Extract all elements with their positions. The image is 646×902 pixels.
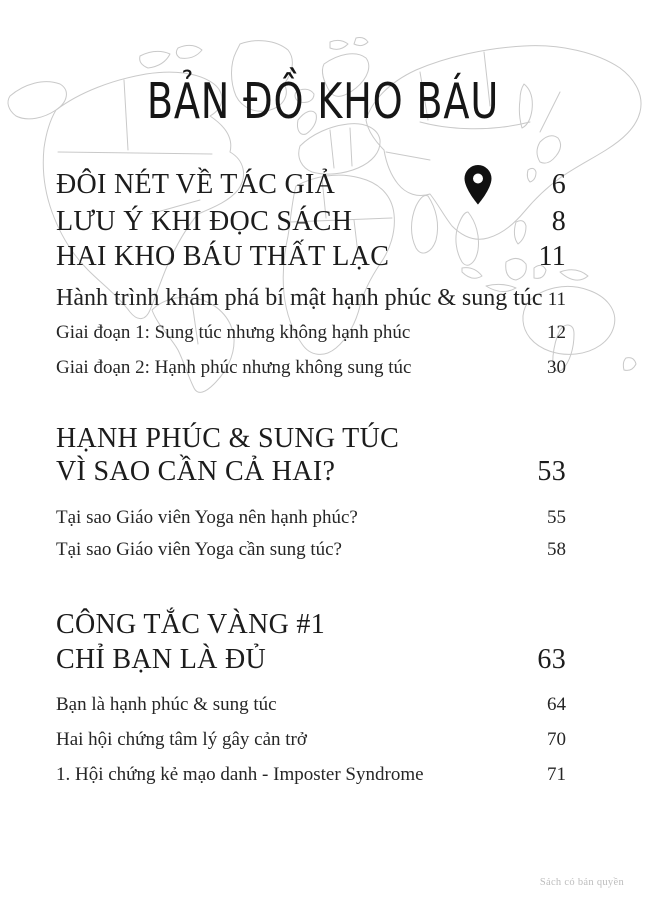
- toc-entry-page: 53: [537, 456, 566, 487]
- toc-row-two-syndromes: [56, 730, 566, 749]
- toc-entry-page: 6: [551, 169, 566, 200]
- toc-entry-page: 58: [547, 539, 566, 560]
- toc-row-author: [56, 171, 566, 199]
- toc-entry-page: 71: [547, 764, 566, 785]
- toc-entry-page: 8: [551, 206, 566, 237]
- toc-entry-label: Giai đoạn 1: Sung túc nhưng không hạnh phúc: [56, 322, 411, 343]
- toc-entry-label: ĐÔI NÉT VỀ TÁC GIẢ: [56, 169, 336, 200]
- page-title: BẢN ĐỒ KHO BÁU: [146, 73, 500, 130]
- toc-row-yoga-happy: [56, 508, 566, 527]
- toc-section-heading-line2: [56, 458, 566, 486]
- toc-section-heading-line1: [56, 611, 566, 639]
- toc-entry-page: 64: [547, 694, 566, 715]
- toc-row-imposter-syndrome: [56, 765, 566, 784]
- toc-row-reading-note: [56, 208, 566, 236]
- toc-entry-label: Hành trình khám phá bí mật hạnh phúc & sung túc: [56, 285, 543, 311]
- toc-row-stage-1: [56, 323, 566, 342]
- toc-row-yoga-abundant: [56, 540, 566, 559]
- toc-entry-label: CHỈ BẠN LÀ ĐỦ: [56, 644, 267, 675]
- toc-entry-label: CÔNG TẮC VÀNG #1: [56, 609, 326, 640]
- toc-entry-label: 1. Hội chứng kẻ mạo danh - Imposter Syndrome: [56, 764, 424, 785]
- toc-entry-page: 12: [547, 322, 566, 343]
- toc-entry-page: 30: [547, 357, 566, 378]
- toc-section-heading-line2: [56, 646, 566, 674]
- toc-row-you-are: [56, 695, 566, 714]
- toc-entry-page: 55: [547, 507, 566, 528]
- toc-entry-page: 70: [547, 729, 566, 750]
- toc-entry-label: VÌ SAO CẦN CẢ HAI?: [56, 456, 336, 487]
- copyright-watermark: Sách có bản quyền: [539, 877, 624, 888]
- toc-row-lost-treasures: [56, 243, 566, 271]
- toc-row-stage-2: [56, 358, 566, 377]
- toc-row-journey: [56, 286, 566, 310]
- toc-entry-label: LƯU Ý KHI ĐỌC SÁCH: [56, 206, 353, 237]
- toc-entry-label: HẠNH PHÚC & SUNG TÚC: [56, 423, 400, 454]
- toc-entry-label: Tại sao Giáo viên Yoga cần sung túc?: [56, 539, 342, 560]
- toc-entry-page: 11: [547, 289, 566, 310]
- toc-entry-label: Tại sao Giáo viên Yoga nên hạnh phúc?: [56, 507, 358, 528]
- toc-entry-page: 11: [538, 241, 566, 272]
- toc-entry-page: 63: [537, 644, 566, 675]
- toc-entry-label: Bạn là hạnh phúc & sung túc: [56, 694, 277, 715]
- toc-section-heading-line1: [56, 425, 566, 453]
- toc-entry-label: Hai hội chứng tâm lý gây cản trở: [56, 729, 307, 750]
- toc-entry-label: Giai đoạn 2: Hạnh phúc nhưng không sung túc: [56, 357, 412, 378]
- toc-entry-label: HAI KHO BÁU THẤT LẠC: [56, 241, 390, 272]
